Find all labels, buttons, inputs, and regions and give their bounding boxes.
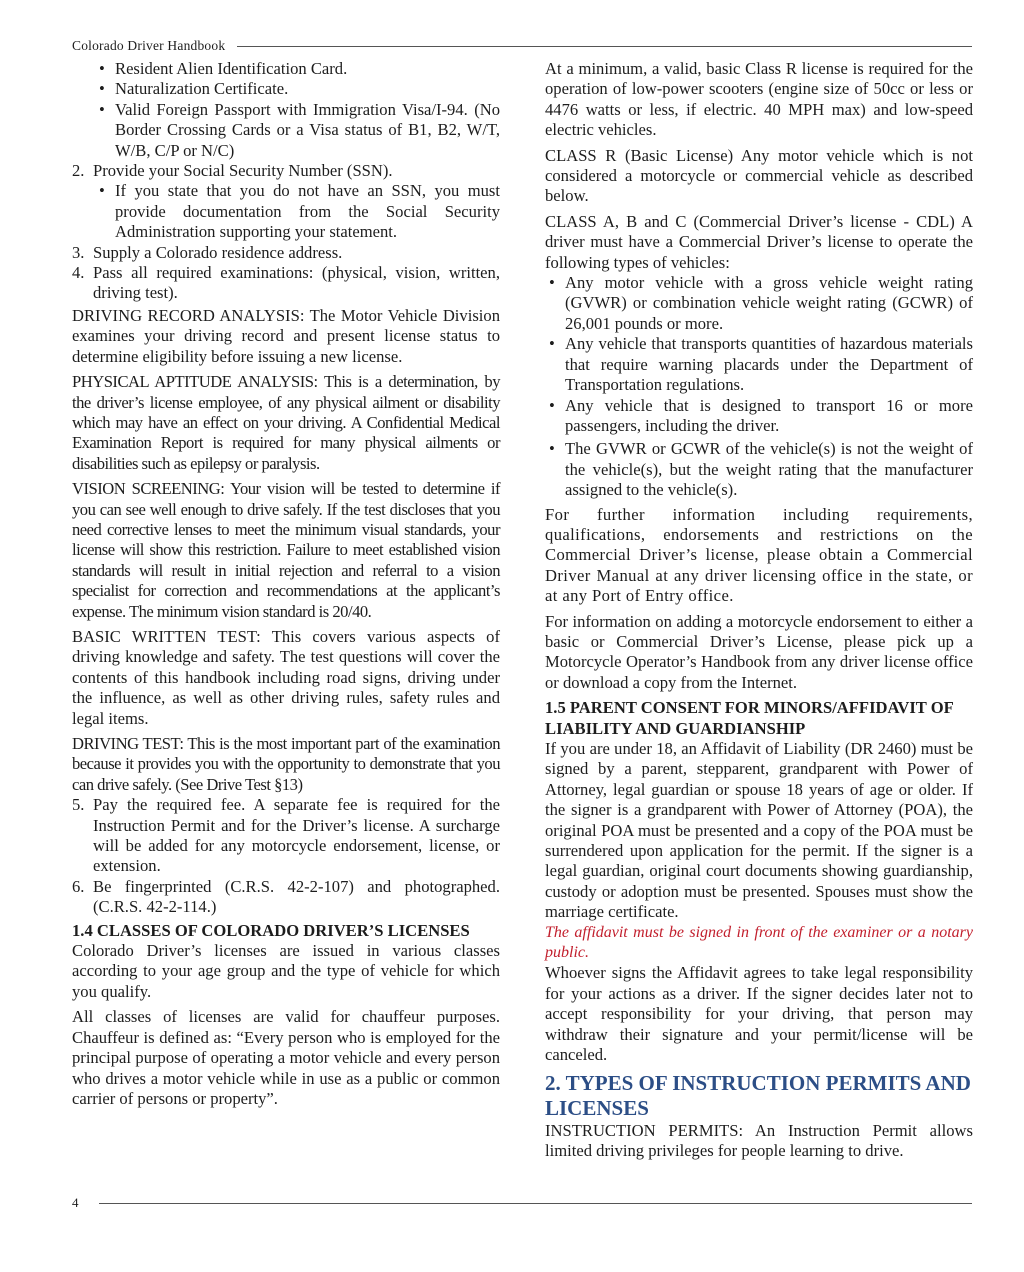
instruction-permits-paragraph: INSTRUCTION PERMITS: An Instruction Permit allows limited driving privileges for people learning to drive.: [545, 1120, 973, 1160]
step-text: Be fingerprinted (C.R.S. 42-2-107) and photographed. (C.R.S. 42-2-114.): [93, 876, 500, 917]
motorcycle-info-paragraph: For information on adding a motorcycle endorsement to either a basic or Commercial Driver’s License, please pick up a Motorcycle Operator’s Handbook from any driver license office or download a copy from the Internet.: [545, 611, 973, 692]
affidavit-paragraph: If you are under 18, an Affidavit of Liability (DR 2460) must be signed by a parent, stepparent, grandparent with Power of Attorney, legal guardian or spouse 18 years of age or older. If the signer is a grandparent with Power of Attorney (POA), the original POA must be presented and a copy of the POA must be surrendered upon application for the permit. If the signer is a legal guardian, original court documents showing guardianship, custody or adoption must be presented. Spouses must show the marriage certificate.: [545, 739, 973, 922]
step-4: [72, 263, 500, 304]
further-info-paragraph: For further information including requirements, qualifications, endorsements and restrictions on the Commercial Driver’s license, please obtain a Commercial Driver Manual at any driver licensing office in the state, or at any Port of Entry office.: [545, 504, 973, 606]
left-column: [72, 59, 500, 1114]
right-column: [545, 59, 973, 1166]
running-title: Colorado Driver Handbook: [72, 38, 226, 53]
step-6: [72, 877, 500, 918]
chauffeur-paragraph: All classes of licenses are valid for chauffeur purposes. Chauffeur is defined as: “Every person who is employed for the principal purpose of operating a motor vehicle and every person who drives a motor vehicle while in use as a public or common carrier of persons or property”.: [72, 1007, 500, 1108]
list-item: • Any vehicle that transports quantities of hazardous materials that require warning placards under the Department of Transportation regulations.: [545, 334, 973, 395]
vision-screening-paragraph: VISION SCREENING: Your vision will be tested to determine if you can see well enough to drive safely. If the test discloses that you need corrective lenses to meet the minimum visual standards, your license will show this restriction. Failure to meet established vision standards will result in initial rejection and referral to a vision specialist for correction and recommendations at the applicant’s expense. The minimum vision standard is 20/40.: [72, 479, 500, 621]
list-item: • Resident Alien Identification Card.: [95, 59, 500, 79]
page-number: 4: [72, 1195, 79, 1210]
class-r-paragraph: CLASS R (Basic License) Any motor vehicle which is not considered a motorcycle or commercial vehicle as described below.: [545, 145, 973, 206]
step-number: 4.: [72, 263, 85, 283]
step-text: Pay the required fee. A separate fee is required for the Instruction Permit and for the Driver’s license. A surcharge will be added for any motorcycle endorsement, license, or extension.: [93, 795, 500, 876]
list-item: • Naturalization Certificate.: [95, 79, 500, 99]
ssn-list: [95, 181, 500, 242]
list-item: • If you state that you do not have an SSN, you must provide documentation from the Social Security Administration supporting your statement.: [95, 181, 500, 242]
section-heading-1-4: 1.4 CLASSES OF COLORADO DRIVER’S LICENSES: [72, 920, 470, 940]
step-number: 2.: [72, 161, 85, 181]
page-header: [72, 36, 972, 56]
class-r-minimum-paragraph: At a minimum, a valid, basic Class R license is required for the operation of low-power scooters (engine size of 50cc or less or 4476 watts or less, if electric. 40 MPH max) and low-speed electric vehicles.: [545, 59, 973, 140]
page-footer: [72, 1193, 972, 1213]
step-text: Provide your Social Security Number (SSN).: [93, 161, 393, 181]
list-item: • Valid Foreign Passport with Immigration Visa/I-94. (No Border Crossing Cards or a Visa status of B1, B2, W/T, W/B, C/P or N/C): [95, 100, 500, 161]
written-test-paragraph: BASIC WRITTEN TEST: This covers various aspects of driving knowledge and safety. The test questions will cover the contents of this handbook including road signs, driving under the influence, as well as other driving rules, safety rules and legal items.: [72, 626, 500, 728]
step-2: [72, 161, 500, 181]
section-heading-1-5: 1.5 PARENT CONSENT FOR MINORS/AFFIDAVIT OF LIABILITY AND GUARDIANSHIP: [545, 698, 954, 738]
list-item: • Any vehicle that is designed to transport 16 or more passengers, including the driver.: [545, 396, 973, 437]
driving-record-paragraph: DRIVING RECORD ANALYSIS: The Motor Vehicle Division examines your driving record and present license status to determine eligibility before issuing a new license.: [72, 305, 500, 366]
list-item: • Any motor vehicle with a gross vehicle weight rating (GVWR) or combination vehicle weight rating (GCWR) of 26,001 pounds or more.: [545, 273, 973, 334]
liability-paragraph: Whoever signs the Affidavit agrees to take legal responsibility for your actions as a driver. If the signer decides later not to accept responsibility for your driving, that person may withdraw their signature and your permit/license will be canceled.: [545, 963, 973, 1065]
step-number: 3.: [72, 242, 85, 262]
footer-rule: [99, 1203, 973, 1204]
id-document-list: [95, 59, 500, 161]
step-5: [72, 795, 500, 877]
driving-test-paragraph: DRIVING TEST: This is the most important part of the examination because it provides you with the opportunity to demonstrate that you can drive safely. (See Drive Test §13): [72, 734, 500, 794]
classes-intro-paragraph: Colorado Driver’s licenses are issued in various classes according to your age group and the type of vehicle for which you qualify.: [72, 941, 500, 1001]
step-number: 5.: [72, 795, 85, 815]
physical-aptitude-paragraph: PHYSICAL APTITUDE ANALYSIS: This is a determination, by the driver’s license employee, of any physical ailment or disability which may have an effect on your driving. A Confidential Medical Examination Report is required for many physical ailments or disabilities such as epilepsy or paralysis.: [72, 372, 500, 473]
list-item: • The GVWR or GCWR of the vehicle(s) is not the weight of the vehicle(s), but the weight rating that the manufacturer assigned to the vehicle(s).: [545, 439, 973, 500]
step-text: Supply a Colorado residence address.: [93, 242, 343, 262]
notary-note: The affidavit must be signed in front of the examiner or a notary public.: [545, 923, 973, 962]
class-abc-paragraph: CLASS A, B and C (Commercial Driver’s license - CDL) A driver must have a Commercial Driver’s license to operate the following types of vehicles:: [545, 211, 973, 272]
section-heading-2: 2. TYPES OF INSTRUCTION PERMITS AND LICENSES: [545, 1070, 971, 1120]
cdl-vehicle-list: [545, 273, 973, 500]
step-number: 6.: [72, 876, 85, 896]
header-rule: [237, 46, 972, 47]
step-text: Pass all required examinations: (physical, vision, written, driving test).: [93, 263, 500, 303]
step-3: [72, 243, 500, 263]
